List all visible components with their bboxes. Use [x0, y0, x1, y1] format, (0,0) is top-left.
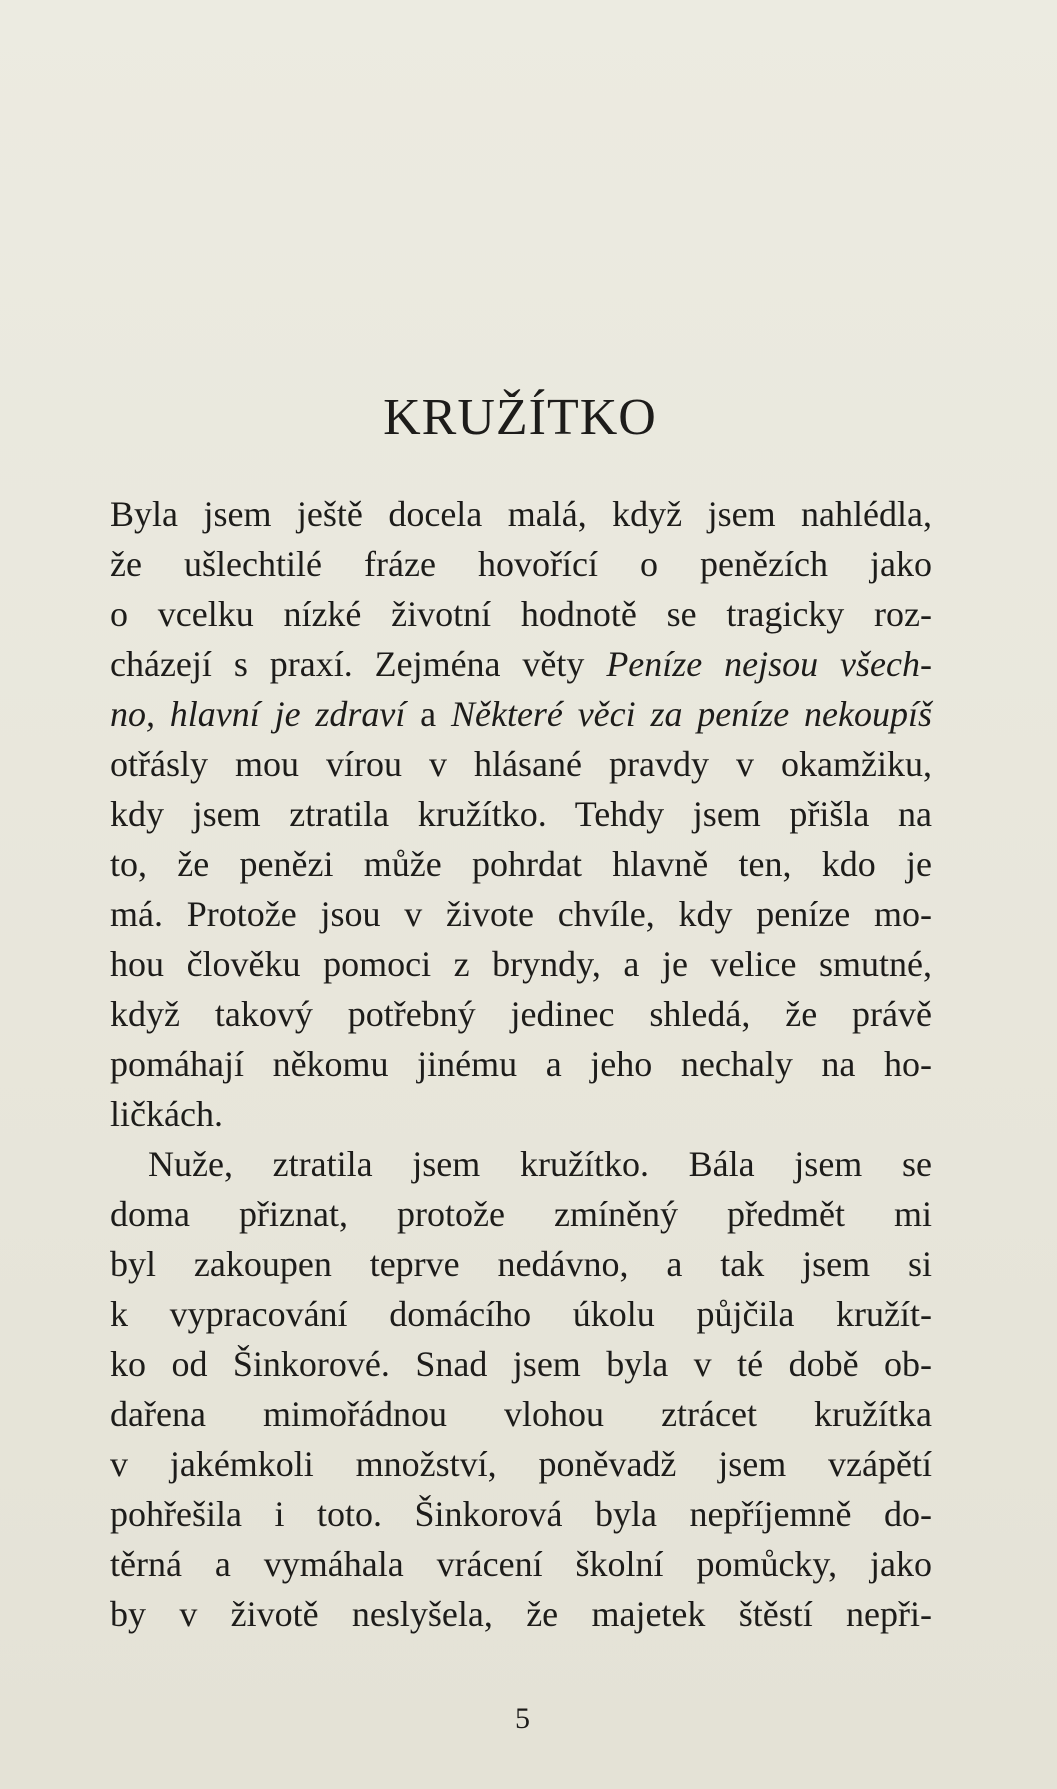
text-line: kdy jsem ztratila kružítko. Tehdy jsem přišla na [110, 794, 932, 834]
text-line: když takový potřebný jedinec shledá, že právě [110, 994, 932, 1034]
text-segment: a [405, 694, 451, 734]
text-line: má. Protože jsou v živote chvíle, kdy peníze mo- [110, 894, 932, 934]
text-segment: cházejí s praxí. Zejména věty [110, 644, 607, 684]
text-line: by v životě neslyšela, že majetek štěstí nepři- [110, 1594, 932, 1634]
text-line: pomáhají někomu jinému a jeho nechaly na ho- [110, 1044, 932, 1084]
text-line: k vypracování domácího úkolu půjčila kružít- [110, 1294, 932, 1334]
text-line: těrná a vymáhala vrácení školní pomůcky, jako [110, 1544, 932, 1584]
text-line: že ušlechtilé fráze hovořící o penězích jako [110, 544, 932, 584]
text-line: hou člověku pomoci z bryndy, a je velice smutné, [110, 944, 932, 984]
chapter-title: KRUŽÍTKO [383, 389, 657, 446]
text-line: byl zakoupen teprve nedávno, a tak jsem si [110, 1244, 932, 1284]
text-line: Nuže, ztratila jsem kružítko. Bála jsem se [148, 1144, 932, 1184]
text-line: ko od Šinkorové. Snad jsem byla v té době ob- [110, 1344, 932, 1384]
text-line: ličkách. [110, 1094, 223, 1134]
italic-quote: Některé věci za peníze nekoupíš [450, 694, 932, 734]
text-line: Byla jsem ještě docela malá, když jsem nahlédla, [110, 494, 932, 534]
text-line [110, 688, 932, 740]
text-line: dařena mimořádnou vlohou ztrácet kružítka [110, 1394, 932, 1434]
text-line: v jakémkoli množství, poněvadž jsem vzápětí [110, 1444, 932, 1484]
text-line: pohřešila i toto. Šinkorová byla nepříjemně do- [110, 1494, 932, 1534]
text-line: o vcelku nízké životní hodnotě se tragicky roz- [110, 594, 932, 634]
text-line [110, 638, 932, 690]
text-line: to, že penězi může pohrdat hlavně ten, kdo je [110, 844, 932, 884]
italic-quote: no, hlavní je zdraví [110, 694, 406, 734]
text-line: doma přiznat, protože zmíněný předmět mi [110, 1194, 932, 1234]
text-line: otřásly mou vírou v hlásané pravdy v okamžiku, [110, 744, 932, 784]
italic-quote: Peníze nejsou všech- [606, 644, 932, 684]
page-number: 5 [515, 1702, 530, 1735]
